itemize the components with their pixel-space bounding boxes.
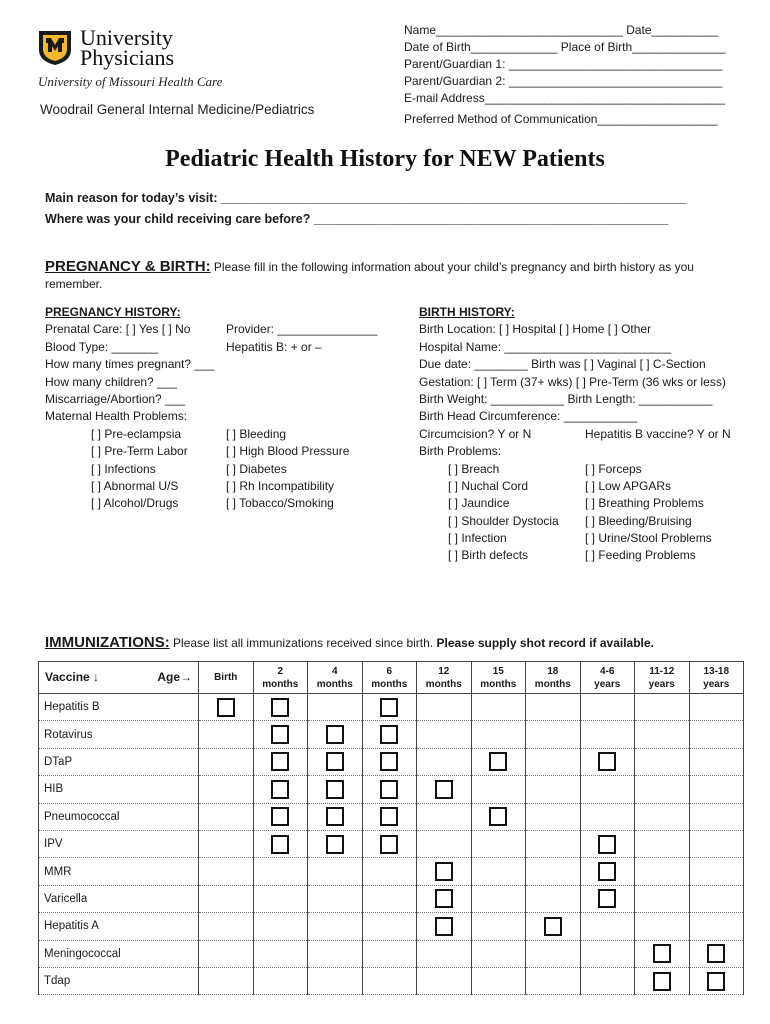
dose-cell: [635, 694, 690, 721]
dose-cell: [308, 721, 363, 748]
age-label: Age→: [157, 670, 192, 684]
communication-field[interactable]: Preferred Method of Communication__________________: [404, 112, 718, 126]
dose-cell: [635, 885, 690, 912]
immunizations-heading: IMMUNIZATIONS:: [45, 634, 170, 651]
vaccine-name: Meningococcal: [39, 940, 199, 967]
dose-cell: [471, 803, 526, 830]
dose-cell: [635, 748, 690, 775]
vaccine-name: Varicella: [39, 885, 199, 912]
table-row: [39, 830, 744, 857]
dose-cell: [308, 858, 363, 885]
dose-cell: [308, 830, 363, 857]
dose-cell: [199, 694, 254, 721]
birth-problem-checkbox[interactable]: [ ] Urine/Stool Problems: [585, 531, 712, 546]
dose-cell: [308, 940, 363, 967]
dose-cell: [417, 803, 472, 830]
birth-problems-list: [419, 461, 754, 565]
age-unit: months: [534, 678, 571, 690]
age-value: 2: [277, 665, 284, 677]
table-row: [39, 858, 744, 885]
dose-checkbox[interactable]: [380, 807, 398, 826]
dose-cell: [362, 748, 417, 775]
table-row: [39, 721, 744, 748]
dose-cell: [580, 748, 635, 775]
dose-cell: [417, 776, 472, 803]
dose-cell: [199, 803, 254, 830]
provider-field[interactable]: Provider: _______________: [226, 322, 378, 337]
dose-cell: [417, 967, 472, 994]
patient-info-block: [404, 22, 744, 128]
table-row: [39, 913, 744, 940]
birth-location-field[interactable]: Birth Location: [ ] Hospital [ ] Home [ ] Other: [419, 322, 652, 337]
dose-checkbox[interactable]: [380, 780, 398, 799]
age-column-header: [580, 662, 635, 694]
age-column-header: [253, 662, 308, 694]
birth-problem-checkbox[interactable]: [ ] Feeding Problems: [585, 548, 696, 563]
dose-cell: [580, 858, 635, 885]
hep-b-vaccine-field[interactable]: Hepatitis B vaccine? Y or N: [585, 426, 731, 441]
dose-cell: [471, 748, 526, 775]
vaccine-name: DTaP: [39, 748, 199, 775]
dose-cell: [308, 748, 363, 775]
dose-cell: [199, 858, 254, 885]
dose-cell: [689, 803, 744, 830]
guardian-2-field[interactable]: Parent/Guardian 2: ________________________________: [404, 74, 723, 88]
dose-cell: [689, 913, 744, 940]
dose-cell: [362, 721, 417, 748]
dose-checkbox[interactable]: [326, 807, 344, 826]
birth-history-title: BIRTH HISTORY:: [419, 305, 515, 319]
birth-problem-checkbox[interactable]: [ ] Infection: [448, 531, 507, 546]
dose-cell: [526, 803, 581, 830]
dose-cell: [635, 967, 690, 994]
dose-checkbox[interactable]: [598, 862, 616, 881]
immunization-table: [38, 661, 744, 995]
dob-place-field[interactable]: Date of Birth_____________ Place of Birth______________: [404, 40, 726, 54]
vaccine-name: Hepatitis B: [39, 694, 199, 721]
due-date-field[interactable]: Due date: ________ Birth was [ ] Vaginal [ ] C-Section: [419, 357, 706, 372]
birth-problem-checkbox[interactable]: [ ] Breach: [448, 461, 500, 476]
dose-cell: [308, 694, 363, 721]
dose-checkbox[interactable]: [489, 807, 507, 826]
dose-cell: [253, 803, 308, 830]
maternal-problem-checkbox[interactable]: [ ] Diabetes: [226, 461, 287, 476]
dose-cell: [308, 803, 363, 830]
birth-problem-checkbox[interactable]: [ ] Bleeding/Bruising: [585, 513, 692, 528]
table-row: [39, 748, 744, 775]
dose-checkbox[interactable]: [598, 835, 616, 854]
dose-cell: [253, 694, 308, 721]
birth-problem-checkbox[interactable]: [ ] Shoulder Dystocia: [448, 513, 559, 528]
dose-cell: [362, 776, 417, 803]
dose-cell: [689, 885, 744, 912]
table-row: [39, 776, 744, 803]
logo-subtitle: University of Missouri Health Care: [38, 74, 223, 89]
dose-checkbox[interactable]: [271, 725, 289, 744]
dose-cell: [689, 940, 744, 967]
dose-checkbox[interactable]: [326, 752, 344, 771]
age-unit: years: [648, 678, 675, 690]
maternal-problems-list: [45, 426, 425, 513]
dose-cell: [253, 940, 308, 967]
age-column-header: [635, 662, 690, 694]
dose-cell: [362, 694, 417, 721]
dose-checkbox[interactable]: [707, 944, 725, 963]
dose-checkbox[interactable]: [707, 972, 725, 991]
birth-problem-checkbox[interactable]: [ ] Nuchal Cord: [448, 478, 529, 493]
dose-cell: [253, 748, 308, 775]
weight-length-field[interactable]: Birth Weight: ___________ Birth Length: ___________: [419, 391, 713, 406]
clinic-name: Woodrail General Internal Medicine/Pediatrics: [40, 102, 315, 117]
dose-cell: [471, 940, 526, 967]
pregnancy-history-title: PREGNANCY HISTORY:: [45, 305, 181, 319]
maternal-problem-checkbox[interactable]: [ ] Abnormal U/S: [91, 478, 179, 493]
birth-problem-checkbox[interactable]: [ ] Breathing Problems: [585, 496, 704, 511]
dose-cell: [199, 721, 254, 748]
age-value: 13-18: [703, 665, 730, 677]
dose-cell: [308, 885, 363, 912]
dose-checkbox[interactable]: [380, 698, 398, 717]
dose-cell: [362, 913, 417, 940]
visit-reason: [45, 188, 687, 230]
dose-checkbox[interactable]: [271, 698, 289, 717]
gestation-field[interactable]: Gestation: [ ] Term (37+ wks) [ ] Pre-Term (36 wks or less): [419, 374, 726, 389]
guardian-1-field[interactable]: Parent/Guardian 1: ________________________________: [404, 57, 723, 71]
age-value: 6: [386, 665, 393, 677]
age-value: Birth: [214, 672, 238, 683]
birth-problem-checkbox[interactable]: [ ] Forceps: [585, 461, 642, 476]
age-value: 12: [438, 665, 450, 677]
dose-cell: [471, 885, 526, 912]
miscarriage-field[interactable]: Miscarriage/Abortion? ___: [45, 391, 186, 406]
section-intro: Please fill in the following information about your child’s pregnancy and birth history as you remember.: [45, 260, 694, 291]
dose-cell: [471, 967, 526, 994]
dose-cell: [362, 830, 417, 857]
age-column-header: [526, 662, 581, 694]
page-title: Pediatric Health History for NEW Patients: [165, 146, 605, 172]
hepatitis-b-field[interactable]: Hepatitis B: + or –: [226, 339, 322, 354]
dose-cell: [635, 858, 690, 885]
dose-cell: [471, 830, 526, 857]
dose-cell: [635, 721, 690, 748]
vaccine-name: Tdap: [39, 967, 199, 994]
dose-checkbox[interactable]: [326, 835, 344, 854]
birth-history: [419, 304, 754, 565]
age-unit: months: [371, 678, 408, 690]
dose-cell: [635, 830, 690, 857]
dose-cell: [253, 913, 308, 940]
dose-cell: [580, 967, 635, 994]
dose-cell: [526, 940, 581, 967]
dose-checkbox[interactable]: [380, 725, 398, 744]
vaccine-label: Vaccine ↓: [45, 670, 100, 684]
dose-cell: [526, 967, 581, 994]
dose-cell: [580, 694, 635, 721]
age-column-header: [308, 662, 363, 694]
dose-cell: [417, 858, 472, 885]
vaccine-name: HIB: [39, 776, 199, 803]
dose-checkbox[interactable]: [598, 752, 616, 771]
age-value: 11-12: [649, 665, 675, 677]
dose-cell: [308, 776, 363, 803]
maternal-problems-label: Maternal Health Problems:: [45, 409, 188, 424]
dose-checkbox[interactable]: [217, 698, 235, 717]
age-unit: years: [594, 678, 621, 690]
dose-cell: [362, 940, 417, 967]
age-value: 18: [547, 665, 559, 677]
dose-cell: [580, 885, 635, 912]
age-unit: months: [316, 678, 353, 690]
dose-cell: [362, 803, 417, 830]
age-column-header: [471, 662, 526, 694]
dose-cell: [689, 830, 744, 857]
pregnancy-birth-header: [45, 258, 745, 293]
dose-cell: [362, 885, 417, 912]
maternal-problem-checkbox[interactable]: [ ] Infections: [91, 461, 156, 476]
dose-cell: [417, 885, 472, 912]
logo-line-2: Physicians: [80, 45, 175, 70]
age-unit: months: [262, 678, 299, 690]
prior-care-field[interactable]: Where was your child receiving care before? ___________________________________________________: [45, 212, 669, 226]
dose-checkbox[interactable]: [380, 752, 398, 771]
maternal-problem-checkbox[interactable]: [ ] Pre-eclampsia: [91, 426, 182, 441]
age-value: 4-6: [600, 665, 615, 677]
dose-cell: [417, 748, 472, 775]
dose-checkbox[interactable]: [380, 835, 398, 854]
dose-cell: [253, 885, 308, 912]
age-unit: months: [480, 678, 517, 690]
age-value: 15: [492, 665, 504, 677]
dose-cell: [199, 967, 254, 994]
table-row: [39, 694, 744, 721]
dose-cell: [526, 885, 581, 912]
immunizations-header: [45, 634, 745, 652]
dose-cell: [689, 967, 744, 994]
dose-cell: [689, 694, 744, 721]
pregnancy-history: [45, 304, 425, 513]
maternal-problem-checkbox[interactable]: [ ] Bleeding: [226, 426, 287, 441]
dose-cell: [362, 967, 417, 994]
main-reason-field[interactable]: Main reason for today’s visit: ___________________________________________________________________: [45, 191, 687, 205]
vaccine-name: MMR: [39, 858, 199, 885]
dose-cell: [417, 913, 472, 940]
dose-checkbox[interactable]: [653, 944, 671, 963]
dose-cell: [199, 885, 254, 912]
dose-cell: [580, 830, 635, 857]
immunizations-intro: Please list all immunizations received since birth.: [169, 636, 437, 650]
times-pregnant-field[interactable]: How many times pregnant? ___: [45, 357, 215, 372]
logo: [38, 25, 278, 90]
table-row: [39, 967, 744, 994]
dose-checkbox[interactable]: [271, 752, 289, 771]
dose-cell: [199, 776, 254, 803]
vaccine-name: Rotavirus: [39, 721, 199, 748]
circumcision-field[interactable]: Circumcision? Y or N: [419, 426, 532, 441]
dose-checkbox[interactable]: [326, 780, 344, 799]
dose-cell: [526, 913, 581, 940]
dose-cell: [580, 721, 635, 748]
dose-checkbox[interactable]: [435, 862, 453, 881]
birth-problem-checkbox[interactable]: [ ] Birth defects: [448, 548, 529, 563]
blood-type-field[interactable]: Blood Type: _______: [45, 339, 159, 354]
dose-cell: [580, 776, 635, 803]
immunizations-note: Please supply shot record if available.: [436, 636, 654, 650]
dose-cell: [362, 858, 417, 885]
age-unit: months: [425, 678, 462, 690]
section-heading: PREGNANCY & BIRTH:: [45, 258, 211, 275]
birth-problem-checkbox[interactable]: [ ] Jaundice: [448, 496, 510, 511]
dose-checkbox[interactable]: [435, 889, 453, 908]
dose-checkbox[interactable]: [435, 780, 453, 799]
dose-cell: [417, 940, 472, 967]
prenatal-care-field[interactable]: Prenatal Care: [ ] Yes [ ] No: [45, 322, 191, 337]
vaccine-name: IPV: [39, 830, 199, 857]
dose-checkbox[interactable]: [544, 917, 562, 936]
dose-cell: [580, 913, 635, 940]
maternal-problem-checkbox[interactable]: [ ] Alcohol/Drugs: [91, 496, 179, 511]
dose-cell: [471, 858, 526, 885]
dose-cell: [471, 721, 526, 748]
dose-cell: [253, 721, 308, 748]
hospital-name-field[interactable]: Hospital Name: _________________________: [419, 339, 672, 354]
dose-checkbox[interactable]: [271, 807, 289, 826]
maternal-problem-checkbox[interactable]: [ ] Rh Incompatibility: [226, 478, 335, 493]
dose-cell: [689, 858, 744, 885]
dose-checkbox[interactable]: [653, 972, 671, 991]
dose-cell: [526, 748, 581, 775]
mizzou-shield-icon: [38, 30, 72, 66]
dose-cell: [253, 967, 308, 994]
vaccine-name: Pneumococcal: [39, 803, 199, 830]
maternal-problem-checkbox[interactable]: [ ] Tobacco/Smoking: [226, 496, 334, 511]
birth-problems-label: Birth Problems:: [419, 444, 502, 459]
dose-checkbox[interactable]: [489, 752, 507, 771]
dose-cell: [199, 913, 254, 940]
dose-cell: [580, 803, 635, 830]
dose-cell: [199, 748, 254, 775]
dose-cell: [471, 776, 526, 803]
dose-cell: [417, 721, 472, 748]
age-column-header: [417, 662, 472, 694]
dose-cell: [471, 913, 526, 940]
dose-checkbox[interactable]: [271, 780, 289, 799]
age-column-header: [362, 662, 417, 694]
table-row: [39, 940, 744, 967]
table-row: [39, 803, 744, 830]
dose-cell: [580, 940, 635, 967]
dose-cell: [635, 940, 690, 967]
age-unit: years: [703, 678, 730, 690]
vaccine-name: Hepatitis A: [39, 913, 199, 940]
maternal-problem-checkbox[interactable]: [ ] Pre-Term Labor: [91, 444, 188, 459]
name-date-field[interactable]: Name____________________________ Date__________: [404, 23, 719, 37]
children-count-field[interactable]: How many children? ___: [45, 374, 178, 389]
age-column-header: [689, 662, 744, 694]
table-row: [39, 885, 744, 912]
maternal-problem-checkbox[interactable]: [ ] High Blood Pressure: [226, 444, 350, 459]
dose-cell: [199, 830, 254, 857]
dose-cell: [635, 803, 690, 830]
dose-cell: [689, 748, 744, 775]
dose-cell: [635, 776, 690, 803]
age-column-header: [199, 662, 254, 694]
dose-cell: [417, 830, 472, 857]
dose-cell: [253, 858, 308, 885]
dose-checkbox[interactable]: [271, 835, 289, 854]
email-field[interactable]: E-mail Address____________________________________: [404, 91, 725, 105]
dose-cell: [689, 721, 744, 748]
dose-cell: [417, 694, 472, 721]
age-value: 4: [331, 665, 338, 677]
dose-cell: [526, 858, 581, 885]
logo-line-1: University: [80, 25, 173, 50]
head-circumference-field[interactable]: Birth Head Circumference: ___________: [419, 409, 638, 424]
dose-cell: [199, 940, 254, 967]
dose-cell: [635, 913, 690, 940]
dose-cell: [526, 694, 581, 721]
dose-cell: [526, 721, 581, 748]
vaccine-age-header: [39, 662, 199, 694]
dose-cell: [526, 830, 581, 857]
dose-cell: [308, 913, 363, 940]
dose-cell: [689, 776, 744, 803]
dose-cell: [471, 694, 526, 721]
dose-checkbox[interactable]: [435, 917, 453, 936]
dose-checkbox[interactable]: [326, 725, 344, 744]
dose-cell: [253, 830, 308, 857]
birth-problem-checkbox[interactable]: [ ] Low APGARs: [585, 478, 672, 493]
dose-checkbox[interactable]: [598, 889, 616, 908]
dose-cell: [308, 967, 363, 994]
dose-cell: [253, 776, 308, 803]
dose-cell: [526, 776, 581, 803]
